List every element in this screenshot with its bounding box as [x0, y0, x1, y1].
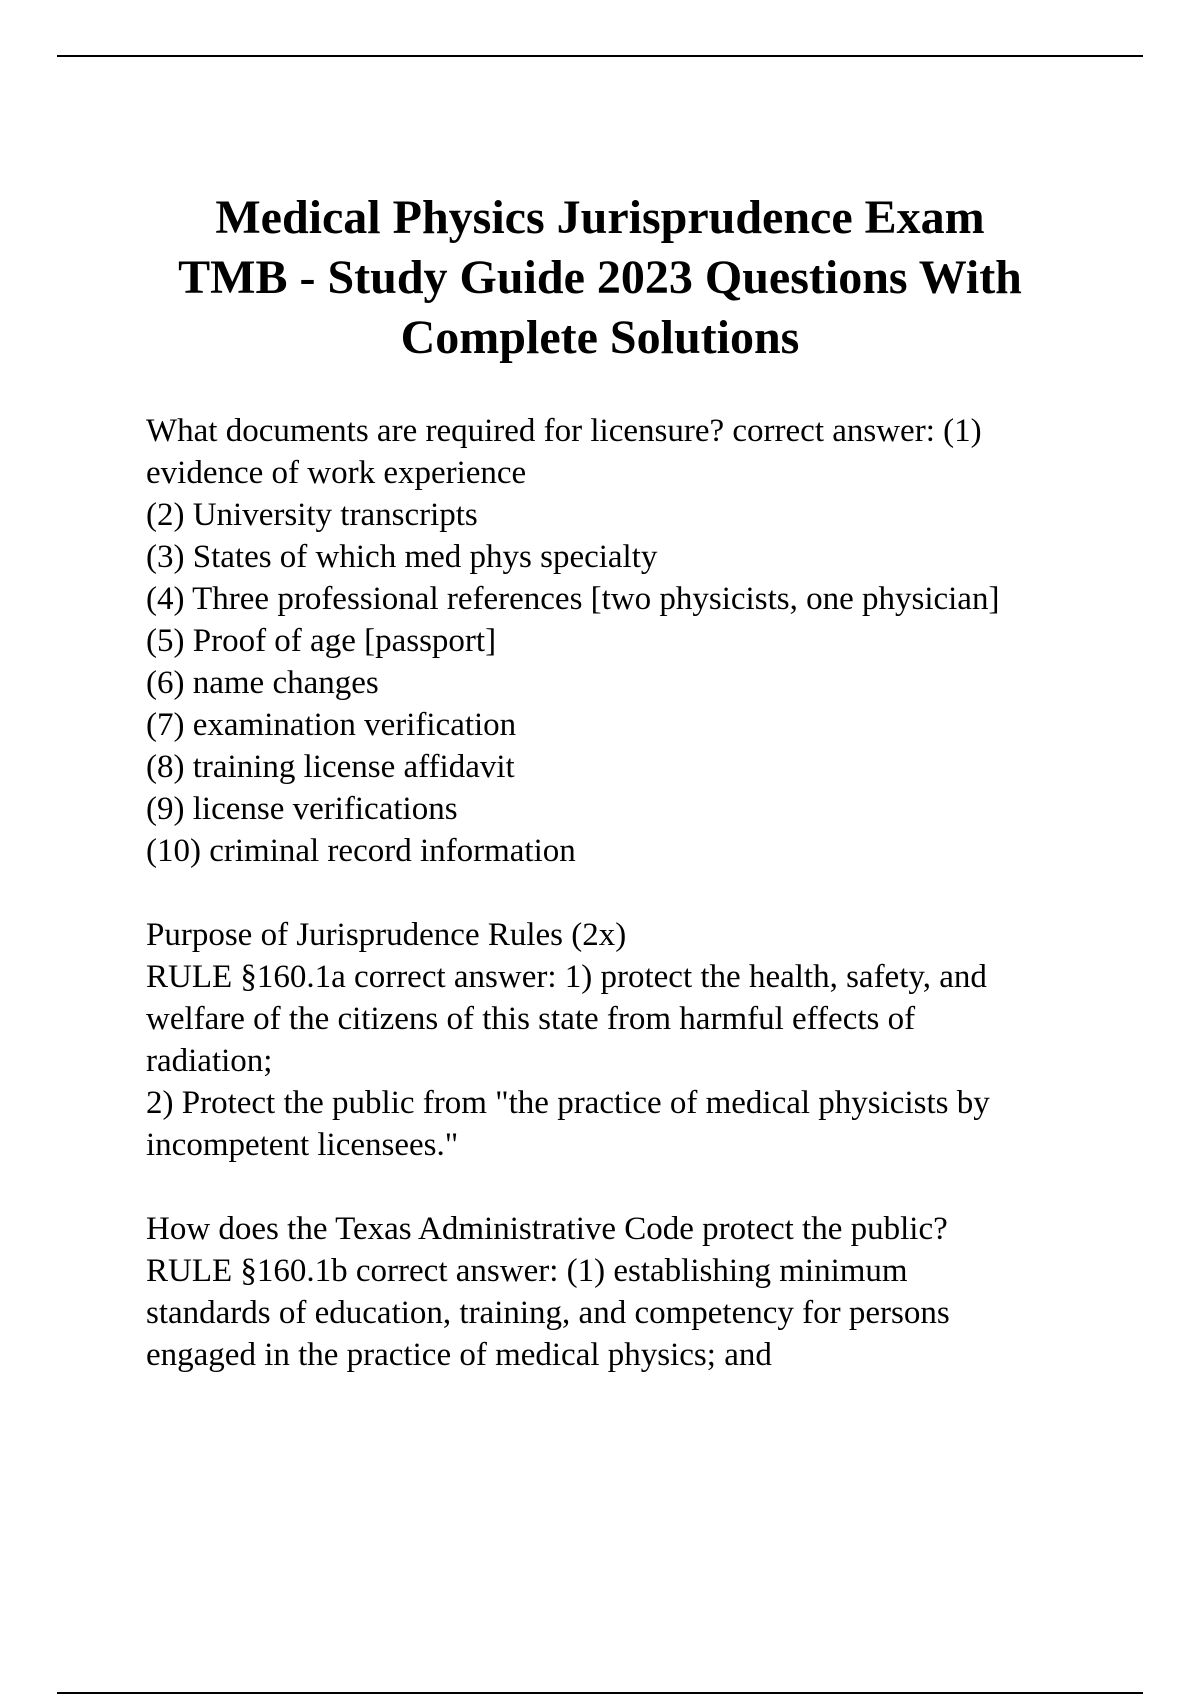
list-item: (3) States of which med phys specialty [146, 539, 658, 575]
text-line: radiation; [146, 1043, 273, 1079]
text-line: welfare of the citizens of this state from harmful effects of [146, 1001, 916, 1037]
top-divider [57, 55, 1143, 57]
list-item: (7) examination verification [146, 707, 517, 743]
bottom-divider [57, 1692, 1143, 1694]
text-line: evidence of work experience [146, 455, 527, 491]
title-line: Medical Physics Jurisprudence Exam [215, 191, 985, 244]
text-line: engaged in the practice of medical physics; and [146, 1337, 772, 1373]
list-item: (5) Proof of age [passport] [146, 623, 497, 659]
text-line: How does the Texas Administrative Code protect the public? [146, 1211, 948, 1247]
list-item: (8) training license affidavit [146, 749, 515, 785]
text-line: Purpose of Jurisprudence Rules (2x) [146, 917, 627, 953]
qa-block-purpose-rules [146, 914, 1146, 1166]
paragraph-spacer [146, 1166, 1146, 1208]
text-line: RULE §160.1b correct answer: (1) establishing minimum [146, 1253, 908, 1289]
list-item: (6) name changes [146, 665, 379, 701]
list-item: (10) criminal record information [146, 833, 576, 869]
list-item: (4) Three professional references [two physicists, one physician] [146, 581, 1000, 617]
text-line: RULE §160.1a correct answer: 1) protect the health, safety, and [146, 959, 987, 995]
text-line: standards of education, training, and competency for persons [146, 1295, 950, 1331]
title-line: TMB - Study Guide 2023 Questions With [178, 251, 1022, 304]
paragraph-spacer [146, 872, 1146, 914]
document-body [146, 410, 1146, 1376]
qa-block-tac-protection [146, 1208, 1146, 1376]
list-item: (9) license verifications [146, 791, 458, 827]
text-line: What documents are required for licensure? correct answer: (1) [146, 413, 982, 449]
document-title [100, 188, 1100, 368]
list-item: (2) University transcripts [146, 497, 478, 533]
qa-block-documents-required [146, 410, 1146, 872]
text-line: 2) Protect the public from "the practice of medical physicists by [146, 1085, 990, 1121]
text-line: incompetent licensees." [146, 1127, 459, 1163]
title-line: Complete Solutions [400, 311, 800, 364]
